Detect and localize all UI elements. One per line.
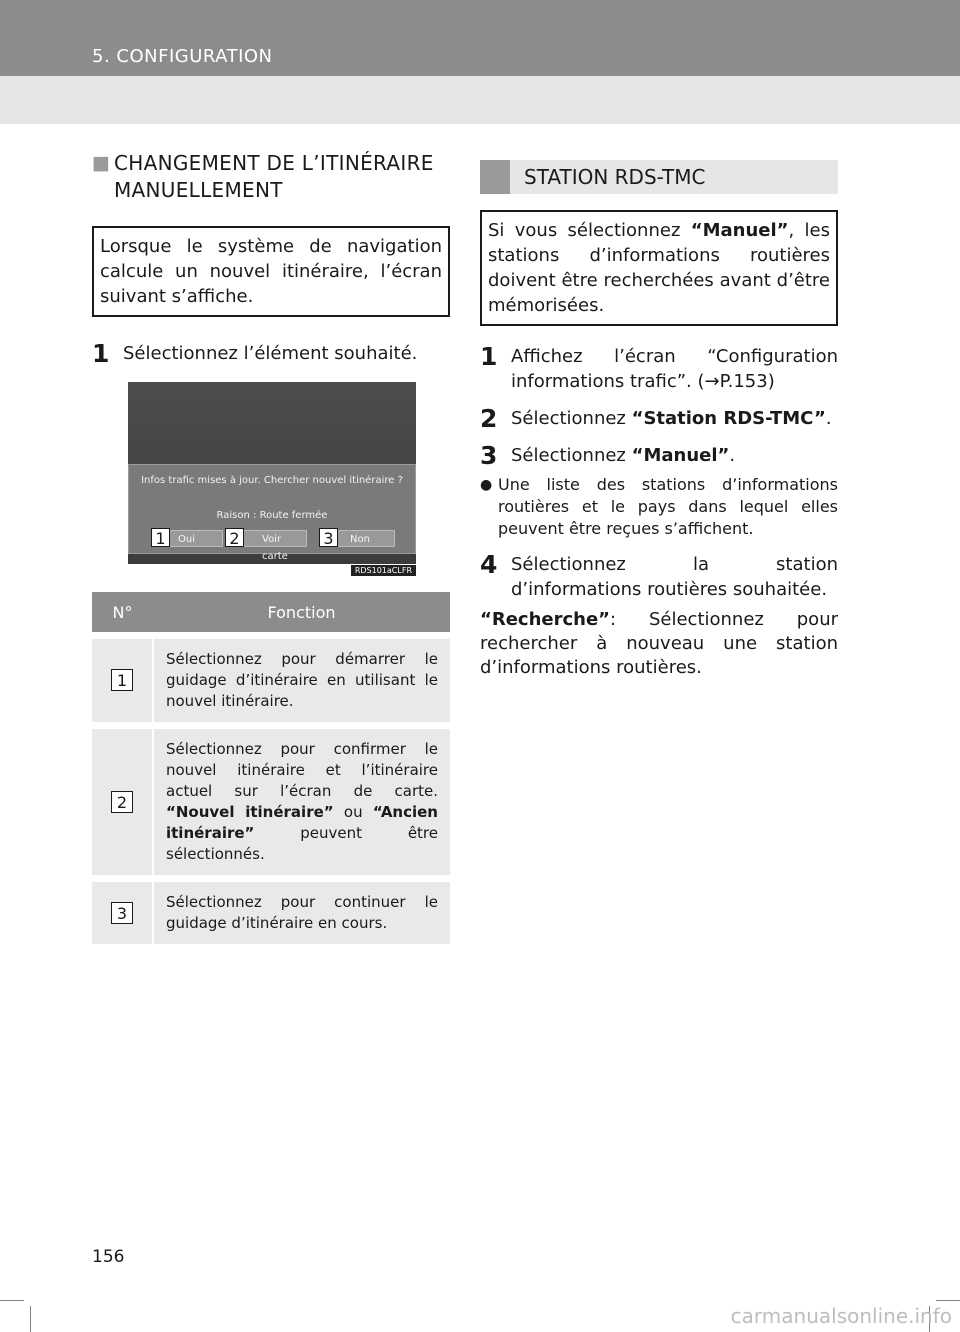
step-1	[92, 341, 450, 366]
watermark: carmanualsonline.info	[730, 1304, 952, 1328]
step-number: 4	[480, 550, 498, 579]
intro-box: Si vous sélectionnez “Manuel”, les stations d’informations routières doivent être recherchées avant d’être mémorisées.	[480, 210, 838, 326]
search-description: “Recherche”: Sélectionnez pour rechercher à nouveau une station d’informations routières.	[480, 609, 838, 678]
traffic-dialog	[128, 464, 416, 562]
view-map-button[interactable]: Voir carte	[235, 530, 307, 547]
page-number: 156	[92, 1247, 125, 1267]
option-old-route: “Ancien itinéraire”	[166, 803, 438, 842]
step-text: Sélectionnez la station d’informations routières souhaitée.	[511, 554, 838, 600]
step-2	[480, 406, 838, 431]
heading-line-2: MANUELLEMENT	[114, 178, 283, 202]
manual-option: “Manuel”	[690, 220, 789, 241]
step-4	[480, 552, 838, 602]
section-title-bar	[480, 160, 838, 194]
row-number: 3	[111, 902, 133, 924]
function-table	[92, 592, 450, 944]
row-number: 2	[111, 791, 133, 813]
option-new-route: “Nouvel itinéraire”	[166, 803, 334, 821]
row-function: Sélectionnez pour confirmer le nouvel itinéraire et l’itinéraire actuel sur l’écran de carte. “Nouvel itinéraire” ou “Ancien itinéraire” peuvent être sélectionnés.	[153, 726, 450, 879]
column-header-function: Fonction	[153, 592, 450, 636]
step-3	[480, 443, 838, 468]
search-option: “Recherche”	[480, 609, 610, 630]
step-number: 3	[480, 441, 498, 470]
step-text: Sélectionnez “Manuel”.	[511, 445, 736, 466]
step-number: 1	[92, 339, 110, 368]
no-button[interactable]: Non	[323, 530, 395, 547]
crop-mark	[936, 1300, 960, 1301]
left-column	[92, 150, 450, 944]
section-heading	[92, 150, 450, 204]
callout-3: 3	[319, 528, 338, 547]
header-band	[0, 76, 960, 124]
table-row	[92, 726, 450, 879]
chapter-title: 5. CONFIGURATION	[92, 46, 273, 67]
row-number: 1	[111, 669, 133, 691]
step-number: 2	[480, 404, 498, 433]
image-code: RDS101aCLFR	[351, 565, 416, 576]
column-header-number: N°	[92, 592, 153, 636]
right-column	[480, 160, 838, 680]
dialog-reason: Raison : Route fermée	[216, 510, 328, 521]
crop-mark	[0, 1300, 24, 1301]
table-row	[92, 636, 450, 726]
intro-box: Lorsque le système de navigation calcule un nouvel itinéraire, l’écran suivant s’affiche.	[92, 226, 450, 317]
callout-2: 2	[225, 528, 244, 547]
row-function: Sélectionnez pour démarrer le guidage d’itinéraire en utilisant le nouvel itinéraire.	[153, 636, 450, 726]
heading-line-1: CHANGEMENT DE L’ITINÉRAIRE	[114, 151, 434, 175]
dialog-question: Infos trafic mises à jour. Chercher nouvel itinéraire ?	[141, 475, 403, 486]
screen-illustration	[128, 382, 416, 575]
bullet-note: ● Une liste des stations d’informations routières et le pays dans lequel elles peuvent être reçues s’affichent.	[480, 475, 838, 538]
square-bullet-icon: ■	[92, 152, 111, 174]
crop-mark	[30, 1306, 31, 1332]
bullet-dot-icon: ●	[480, 477, 493, 493]
step-number: 1	[480, 342, 498, 371]
table-row	[92, 879, 450, 945]
step-text: Affichez l’écran “Configuration informations trafic”. (→P.153)	[511, 346, 838, 392]
yes-button[interactable]: Oui	[151, 530, 223, 547]
row-function: Sélectionnez pour continuer le guidage d’itinéraire en cours.	[153, 879, 450, 945]
step-text: Sélectionnez “Station RDS-TMC”.	[511, 408, 832, 429]
step-1	[480, 344, 838, 394]
title-marker	[480, 160, 510, 194]
section-title: STATION RDS-TMC	[524, 165, 706, 189]
step-text: Sélectionnez l’élément souhaité.	[123, 343, 418, 364]
callout-1: 1	[151, 528, 170, 547]
